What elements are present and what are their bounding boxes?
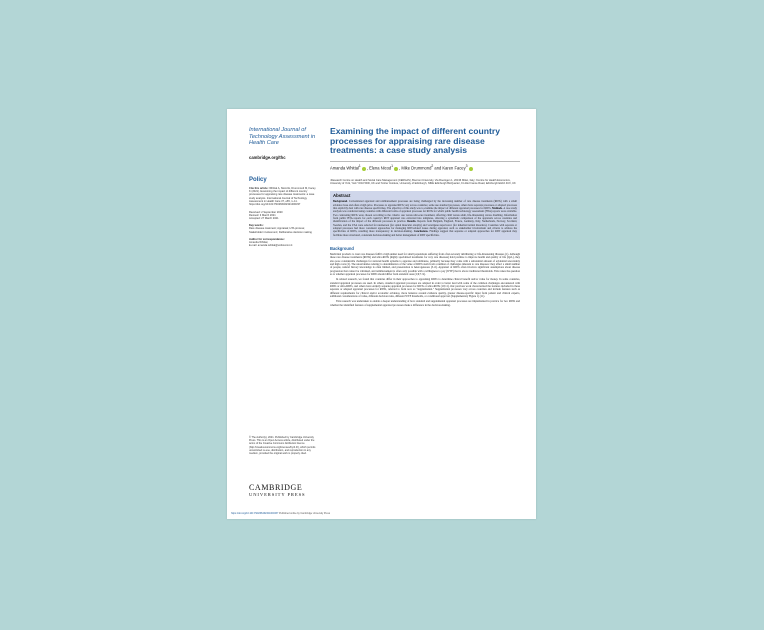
abstract-background: Conventional appraisal and reimbursement processes are being challenged by the increasing number of rare disease treatments (RDTs) with a small evidence base and often a high price. Processes to appraise RDTs vary across countries; some use standard processes, others have separate processes or adapted processes that explicitly deal with rare disease specificities. The objective of this study was to examine the impact of different appraisal processes for RDTs. xyxy=(333,200,517,210)
author-list: Amanda Whittal$^1$ , Elena Nicod$^1$ , Mike Drummond$^2$ and Karen Facey$^3$ xyxy=(330,164,520,170)
journal-site[interactable]: cambridge.org/thc xyxy=(249,154,286,160)
footer-doi-link[interactable]: https://doi.org/10.1017/S0266462321000337 xyxy=(231,512,279,515)
cite-label: Cite this article: xyxy=(249,186,269,190)
affiliations: ¹Research Centre on Health and Social Care Management (CERGAS), Bocconi University, Via Roentgen 1, 20136 Milan, Italy; ²Centre for Health Economics, University of York, York YO10 5DD, UK and ³Usher Institute, University of Edinburgh, NINE Edinburgh BioQuarter, 9 Little France Road, Edinburgh EH16 4UX, UK xyxy=(330,178,516,185)
publisher-logo xyxy=(249,484,317,497)
body-paragraph: This research was undertaken to enable a deeper understanding of how standard and supplemental appraisal processes are implemented in practice for two RDTs and whether the identified features of supplemental appraisal processes make a difference in the decision-making. xyxy=(330,300,520,307)
cite-text: Whittal A, Nicod E, Drummond M, Facey K (2021). Examining the impact of different country processes for appraising rare disease treatments: a case study analysis. International Journal of Technology Assessment in Health Care 37, e65, 1–11. https://doi.org/10.1017/S0266462321000337 xyxy=(249,186,316,207)
keywords: Rare disease treatment; Appraisal; HTA process; Stakeholder involvement; Deliberative decision making xyxy=(249,227,312,234)
abstract-box xyxy=(330,191,520,240)
correspondence-email[interactable]: E-mail: amanda.whittal@unibocconi.it xyxy=(249,244,293,248)
body-paragraph: Medicinal products to treat rare diseases fulfill a high unmet need for small populations suffering from often severely debilitating or life-threatening illnesses (1). Although these rare disease treatments (RDTs) and ultra-RDTs (highly specialized treatments for very rare diseases) hold promise to improve health and quality of life (QoL), they also pose considerable challenges for national health systems to appraise and reimburse, primarily because they come with a substantial amount of evidential uncertainty and high costs (2). The uncertainties relating to determination of the value of RDTs stem from a number of challenges inherent to rare diseases: they affect a small number of people, natural history knowledge is often limited, and presentation is heterogeneous (3–6). Appraisal of RDTs often involves significant assumptions about disease progression that cannot be validated, and reimbursement is often only possible with a willingness to pay (WTP) that is above traditional thresholds. This raises the question as to whether appraisal processes for RDTs should differ from standard ones (2;6;7–9). xyxy=(330,253,520,277)
orcid-icon[interactable] xyxy=(362,167,366,171)
background-heading: Background xyxy=(330,246,354,252)
correspondence-name: Amanda Whittal, xyxy=(249,241,269,245)
section-label: Policy xyxy=(249,176,267,183)
page-footer xyxy=(231,512,330,515)
body-paragraph: In related research, we found that countries differ in their approaches to appraising RDTs to determine clinical benefit and/or value for money. In some countries, standard appraisal processes are used. In others, standard appraisal processes are adapted in order to better deal with some of the common challenges encountered with RDTs or ultra-RDTs, and others have entirely separate appraisal processes for RDTs or ultra-RDTs (10;11). Our previous work characterized the features included in these separate or adapted appraisal processes for RDTs, referred to from now as "supplemental." Supplemental processes vary across countries and include features such as different requirements for clinical and/or economic evidence, more lenience around evidence quality, greater disease-specific input from patient and clinical experts, additional considerations of value, different decision rules, different WTP thresholds, or conditional approval (Supplementary Figure 1) (11). xyxy=(330,278,520,299)
date-accepted: Accepted: 27 March 2021 xyxy=(249,217,279,221)
orcid-icon[interactable] xyxy=(469,167,473,171)
license-text: © The Author(s), 2021. Published by Cambridge University Press. This is an Open Access article, distributed under the terms of the Creative Commons Attribution licence (http://creativecommons.org/licenses/by/4.0/), which permits unrestricted re-use, distribution, and reproduction in any medium, provided the original work is properly cited. xyxy=(249,436,316,456)
abstract-results: Reports from Belgium, England, France, Germany, Italy, Netherlands, Norway, Scotland, Sweden, and the USA were selected for nusinersen (for spinal muscular atrophy) and voretigene neparvovec (for inherited retinal disorders). Countries with separate or adapted processes had more consistent approaches for managing RDT-related issues during appraisal, such as stakeholder involvement and criteria to address the specificities of RDTs, resulting more transparency in decision-making. xyxy=(333,220,517,234)
abstract-methods-label: Methods. xyxy=(492,206,503,210)
abstract-conclusions: Findings suggest that separate or adapted approaches for RDT appraisal may facilitate more structured, consistent decision-making and better management of RDT specificities. xyxy=(333,230,518,237)
title-divider xyxy=(330,161,520,162)
author-affil: 1 xyxy=(391,164,394,169)
correspondence-label: Author for correspondence: xyxy=(249,238,285,242)
author-name: Karen Facey xyxy=(442,165,466,171)
author-name: Elena Nicod xyxy=(369,165,392,171)
keywords-label: Key words: xyxy=(249,224,264,228)
footer-text: Published online by Cambridge University Press xyxy=(279,512,331,515)
author-affil: 2 xyxy=(431,164,434,169)
journal-name: International Journal of Technology Assessment in Health Care xyxy=(249,127,316,147)
date-revised: Revised: 3 March 2021 xyxy=(249,213,276,217)
author-name: Mike Drummond xyxy=(401,165,432,171)
article-title: Examining the impact of different country processes for appraising rare disease treatments: a case study analysis xyxy=(330,126,500,156)
date-received: Received: 2 September 2020 xyxy=(249,210,283,214)
abstract-results-label: Results. xyxy=(407,220,417,224)
author-affil: 3 xyxy=(465,164,468,169)
publisher-subname: UNIVERSITY PRESS xyxy=(249,492,306,497)
abstract-background-label: Background. xyxy=(333,200,348,204)
dates xyxy=(249,211,317,221)
abstract-heading: Abstract xyxy=(333,193,351,199)
sidebar xyxy=(249,127,317,248)
author-name: Amanda Whittal xyxy=(330,165,359,171)
citation xyxy=(249,187,317,207)
abstract-methods: A case study analysis was conducted using countries with different forms of appraisal processes for RDTs for which public health technology assessment (HTA) reports were available. Two contrasting RDTs were chosen according to the criteria: one versus ultra-rare treatment, affecting child versus adult, life-threatening versus disabling. Information from public HTA reports for each country's RDT appraisal was extracted into templates, allowing a systematic comparison of the appraisals across countries and identification of the impact of the different processes in practice. xyxy=(333,206,518,224)
abstract-text xyxy=(333,200,517,237)
publisher-name: CAMBRIDGE xyxy=(249,483,303,492)
abstract-conclusions-label: Conclusions. xyxy=(413,230,429,234)
orcid-icon[interactable] xyxy=(394,167,398,171)
main-column xyxy=(330,127,520,307)
author-affil: 1 xyxy=(358,164,361,169)
